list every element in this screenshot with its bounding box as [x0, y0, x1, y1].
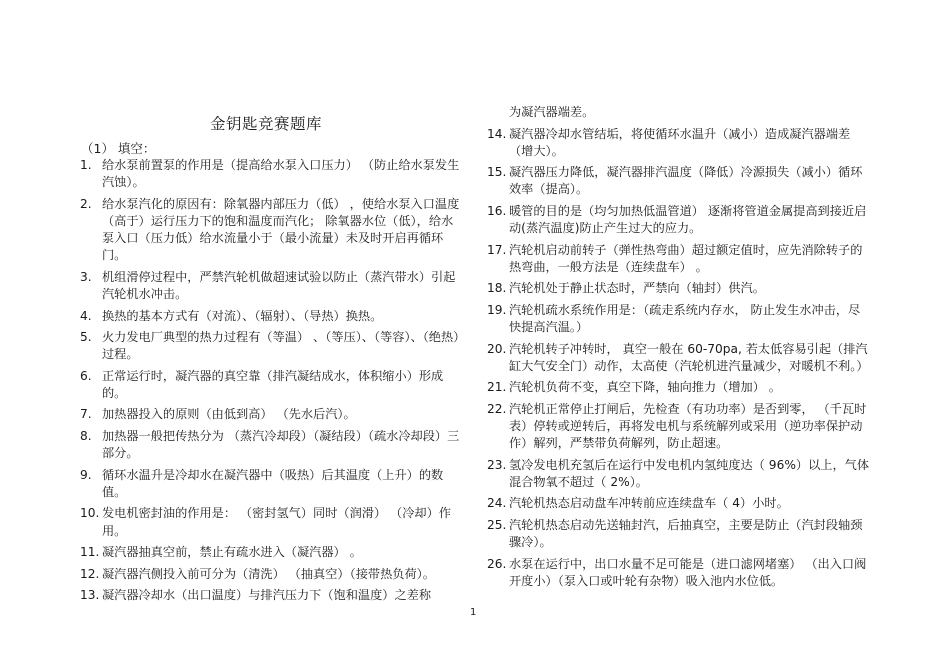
- item-text: 汽轮机启动前转子（弹性热弯曲）超过额定值时，应先消除转子的热弯曲，一般方法是（连续盘车） 。: [509, 242, 863, 274]
- question-item: [487, 517, 872, 551]
- item-number: 13.: [80, 588, 100, 603]
- item-number: 26.: [487, 556, 507, 571]
- question-item: [487, 401, 872, 453]
- question-item: [80, 196, 464, 265]
- question-item: [487, 556, 872, 590]
- question-item: [487, 242, 872, 276]
- item-number: 22.: [487, 401, 507, 416]
- page-number: 1: [470, 607, 477, 618]
- item-number: 4.: [80, 308, 92, 323]
- question-item: [487, 280, 872, 297]
- question-item: [80, 308, 464, 325]
- question-item: [80, 368, 464, 402]
- item-number: 9.: [80, 467, 92, 482]
- item-number: 3.: [80, 269, 92, 284]
- item-number: 18.: [487, 281, 507, 296]
- item-text: 凝汽器冷却水（出口温度）与排汽压力下（饱和温度）之差称: [102, 588, 432, 603]
- question-item: [487, 379, 872, 396]
- question-item: [80, 329, 464, 363]
- item-number: 21.: [487, 380, 507, 395]
- item-number: 2.: [80, 196, 92, 211]
- question-item: [80, 467, 464, 501]
- item-number: 14.: [487, 126, 507, 141]
- item-number: 12.: [80, 566, 100, 581]
- item-number: 7.: [80, 407, 92, 422]
- item-number: 15.: [487, 165, 507, 180]
- item-text: 水泵在运行中，出口水量不足可能是（进口滤网堵塞） （出入口阀开度小）（泵入口或叶轮有杂物）吸入池内水位低。: [509, 556, 867, 588]
- item-number: 8.: [80, 428, 92, 443]
- right-column: [487, 104, 872, 594]
- item-text: 暖管的目的是（均匀加热低温管道） 逐渐将管道金属提高到接近启动(蒸汽温度)防止产生过大的应力。: [509, 203, 867, 236]
- item-number: 1.: [80, 158, 92, 172]
- continued-text: 为凝汽器端差。: [509, 105, 595, 119]
- section-heading: （1） 填空：: [81, 141, 156, 156]
- item-text: 机组滑停过程中，严禁汽轮机做超速试验以防止（蒸汽带水）引起汽轮机水冲击。: [102, 269, 456, 302]
- question-item: [487, 495, 872, 512]
- item-text: 加热器一般把传热分为 （蒸汽冷却段）（凝结段）（疏水冷却段）三部分。: [102, 428, 460, 461]
- item-text: 汽轮机疏水系统作用是：（疏走系统内存水， 防止发生水冲击，尽快提高汽温。）: [509, 302, 861, 335]
- item-text: 凝汽器冷却水管结垢，将使循环水温升（减小）造成凝汽器端差（增大）。: [509, 126, 851, 158]
- question-item: [80, 587, 464, 604]
- item-number: 16.: [487, 203, 507, 218]
- question-item: [487, 341, 872, 375]
- item-number: 10.: [80, 506, 100, 521]
- left-column: [80, 157, 464, 609]
- item-text: 汽轮机负荷不变，真空下降，轴向推力（增加） 。: [509, 380, 781, 395]
- item-text: 汽轮机转子冲转时， 真空一般在 60-70pa, 若太低容易引起（排汽缸大气安全门）动作，太高使（汽轮机进汽量减少，对暖机不利。）: [509, 341, 869, 373]
- item-text: 换热的基本方式有（对流）、（辐射）、（导热）换热。: [102, 308, 383, 323]
- item-number: 23.: [487, 457, 507, 472]
- item-text: 汽轮机热态启动先送轴封汽，后抽真空，主要是防止（汽封段轴颈骤冷）。: [509, 517, 863, 550]
- item-text: 氢冷发电机充氢后在运行中发电机内氢纯度达（ 96%）以上，气体混合物氧不超过（ 2%）。: [509, 457, 870, 489]
- item-text: 凝汽器抽真空前，禁止有疏水进入（凝汽器） 。: [102, 545, 362, 560]
- item-text: 汽轮机处于静止状态时，严禁向（轴封）供汽。: [509, 281, 765, 296]
- question-item: [487, 126, 872, 160]
- page-title: 金钥匙竞赛题库: [210, 115, 323, 133]
- question-item: [80, 428, 464, 462]
- question-item: [487, 302, 872, 336]
- item-text: 火力发电厂典型的热力过程有（等温） 、（等压）、（等容）、（绝热）过程。: [102, 330, 460, 362]
- item-text: 循环水温升是冷却水在凝汽器中（吸热）后其温度（上升）的数值。: [102, 467, 444, 499]
- item-number: 25.: [487, 517, 507, 532]
- item-number: 17.: [487, 242, 507, 257]
- question-item: [80, 505, 464, 539]
- item-number: 11.: [80, 545, 100, 560]
- item-text: 给水泵前置泵的作用是（提高给水泵入口压力） （防止给水泵发生汽蚀）。: [102, 158, 460, 190]
- item-number: 19.: [487, 302, 507, 317]
- question-item: [80, 566, 464, 583]
- item-text: 加热器投入的原则（由低到高） （先水后汽）。: [102, 407, 356, 422]
- item-number: 24.: [487, 496, 507, 511]
- question-item: [80, 269, 464, 303]
- question-item: [487, 457, 872, 491]
- item-number: 5.: [80, 330, 92, 345]
- item-number: 6.: [80, 368, 92, 383]
- item-text: 正常运行时，凝汽器的真空靠（排汽凝结成水，体积缩小）形成的。: [102, 368, 444, 400]
- item-text: 凝汽器压力降低，凝汽器排汽温度（降低）冷源损失（减小）循环效率（提高）。: [509, 165, 863, 197]
- item-text: 给水泵汽化的原因有：除氧器内部压力（低） ，使给水泵入口温度（高于）运行压力下的饱和温度而汽化； 除氧器水位（低），给水泵入口（压力低）给水流量小于（最小流量）未及时开启再循环门。: [102, 196, 460, 263]
- question-item: [80, 157, 464, 191]
- item-number: 20.: [487, 341, 507, 356]
- question-item: [487, 203, 872, 237]
- question-item: [487, 164, 872, 198]
- item-text: 凝汽器汽侧投入前可分为（清洗） （抽真空）（接带热负荷）。: [102, 566, 435, 581]
- question-item: [80, 544, 464, 561]
- item-text: 汽轮机热态启动盘车冲转前应连续盘车（ 4）小时。: [509, 496, 789, 511]
- item-text: 汽轮机正常停止打闸后，先检查（有功功率）是否到零， （千瓦时表）停转或逆转后，再将发电机与系统解列或采用（逆功率保护动作）解列，严禁带负荷解列，防止超速。: [509, 401, 867, 451]
- question-item: [80, 406, 464, 423]
- item-text: 发电机密封油的作用是： （密封氢气）同时（润滑） （冷却）作用。: [102, 506, 451, 538]
